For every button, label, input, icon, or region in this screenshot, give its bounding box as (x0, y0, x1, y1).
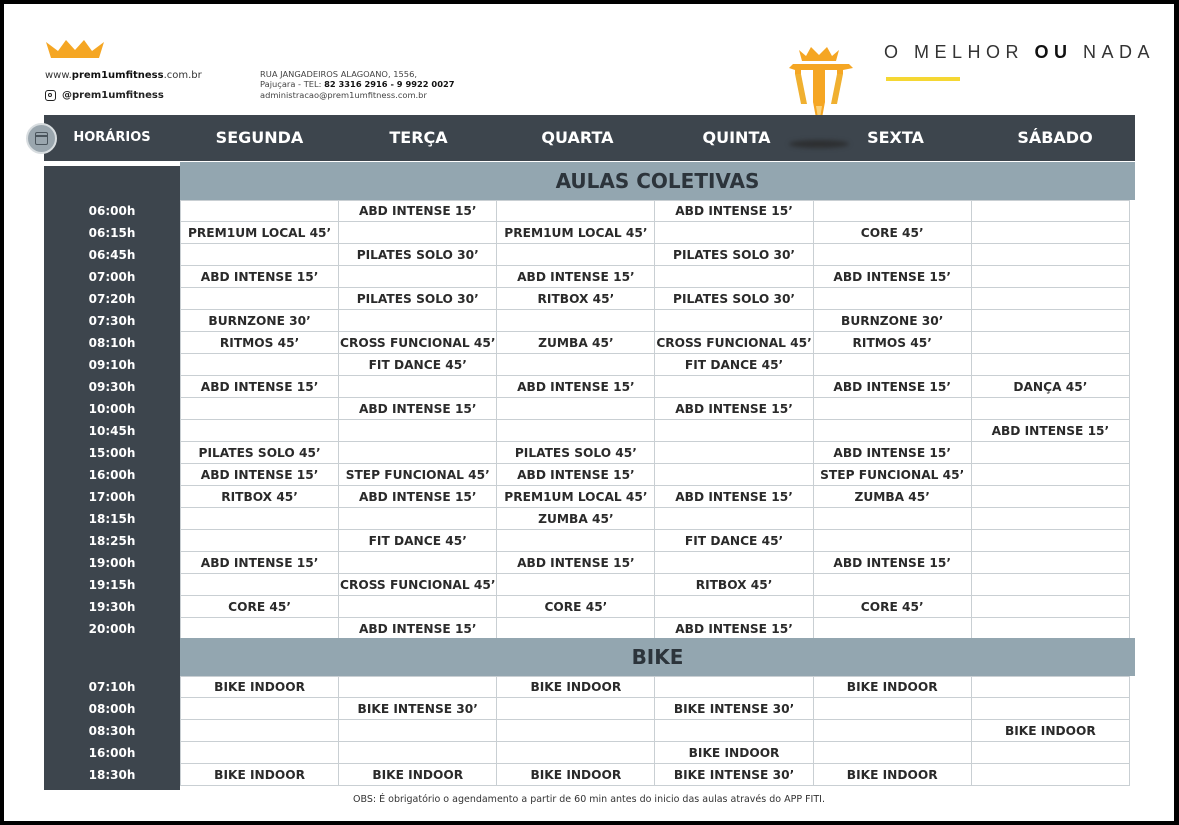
class-cell (971, 574, 1130, 596)
class-cell: PILATES SOLO 30’ (654, 244, 813, 266)
class-cell (180, 574, 339, 596)
crown-logo-icon (44, 38, 106, 60)
class-cell (338, 310, 497, 332)
class-cell (180, 398, 339, 420)
class-cell (654, 442, 813, 464)
class-cell: ABD INTENSE 15’ (496, 376, 655, 398)
class-cell (496, 720, 655, 742)
table-row (180, 266, 1135, 288)
class-cell: BIKE INTENSE 30’ (654, 764, 813, 786)
class-cell: BURNZONE 30’ (813, 310, 972, 332)
class-cell: ABD INTENSE 15’ (338, 398, 497, 420)
class-cell (338, 720, 497, 742)
time-label: 15:00h (88, 446, 136, 460)
table-row (180, 464, 1135, 486)
table-row (180, 222, 1135, 244)
class-cell: BIKE INTENSE 30’ (338, 698, 497, 720)
class-cell (971, 398, 1130, 420)
time-label: 07:00h (88, 270, 136, 284)
class-cell: BIKE INDOOR (496, 764, 655, 786)
class-cell: FIT DANCE 45’ (338, 354, 497, 376)
class-cell (971, 742, 1130, 764)
header-day-sexta: SEXTA (867, 128, 924, 147)
class-cell: FIT DANCE 45’ (338, 530, 497, 552)
header-day-sabado: SÁBADO (1017, 128, 1093, 147)
class-cell: ZUMBA 45’ (496, 332, 655, 354)
class-cell (971, 332, 1130, 354)
class-cell (338, 420, 497, 442)
table-row (180, 720, 1135, 742)
class-cell (813, 698, 972, 720)
class-cell: BIKE INDOOR (180, 764, 339, 786)
class-cell (971, 698, 1130, 720)
time-label: 18:15h (88, 512, 136, 526)
class-cell: ABD INTENSE 15’ (180, 376, 339, 398)
calendar-badge (26, 123, 57, 154)
table-row (180, 676, 1135, 698)
time-label: 07:30h (88, 314, 136, 328)
class-cell (338, 266, 497, 288)
class-cell: ABD INTENSE 15’ (813, 552, 972, 574)
header-day-terca: TERÇA (389, 128, 448, 147)
class-cell (654, 376, 813, 398)
class-cell: CORE 45’ (813, 222, 972, 244)
class-cell (180, 420, 339, 442)
time-label: 18:25h (88, 534, 136, 548)
class-cell: PILATES SOLO 30’ (338, 288, 497, 310)
days-header-bar (44, 115, 1135, 161)
time-label: 09:10h (88, 358, 136, 372)
class-cell: ZUMBA 45’ (496, 508, 655, 530)
class-cell (338, 676, 497, 698)
time-label: 19:00h (88, 556, 136, 570)
class-cell (971, 596, 1130, 618)
table-row (180, 742, 1135, 764)
time-label: 19:30h (88, 600, 136, 614)
class-cell: FIT DANCE 45’ (654, 530, 813, 552)
class-cell: ABD INTENSE 15’ (496, 464, 655, 486)
class-cell (338, 552, 497, 574)
time-label: 06:15h (88, 226, 136, 240)
table-row (180, 574, 1135, 596)
class-cell (971, 310, 1130, 332)
class-cell: PILATES SOLO 30’ (654, 288, 813, 310)
class-cell (180, 200, 339, 222)
class-cell (971, 618, 1130, 640)
table-row (180, 288, 1135, 310)
website-url[interactable]: www.prem1umfitness.com.br (45, 70, 202, 81)
class-cell (496, 530, 655, 552)
time-label: 06:45h (88, 248, 136, 262)
class-cell (180, 618, 339, 640)
class-cell (496, 574, 655, 596)
class-cell (654, 420, 813, 442)
class-cell (813, 508, 972, 530)
class-cell: ABD INTENSE 15’ (180, 552, 339, 574)
class-cell (338, 596, 497, 618)
class-cell: BIKE INDOOR (971, 720, 1130, 742)
class-cell (971, 244, 1130, 266)
table-row (180, 354, 1135, 376)
class-cell: ABD INTENSE 15’ (180, 464, 339, 486)
time-label: 09:30h (88, 380, 136, 394)
time-label: 07:20h (88, 292, 136, 306)
class-cell: CORE 45’ (180, 596, 339, 618)
class-cell: ZUMBA 45’ (813, 486, 972, 508)
class-cell: RITBOX 45’ (654, 574, 813, 596)
calendar-icon (35, 132, 48, 145)
class-cell (813, 200, 972, 222)
class-cell (496, 354, 655, 376)
class-cell: BIKE INDOOR (813, 676, 972, 698)
class-cell: BIKE INDOOR (813, 764, 972, 786)
class-cell (180, 288, 339, 310)
class-cell (496, 310, 655, 332)
class-cell (654, 222, 813, 244)
header-horarios: HORÁRIOS (73, 130, 151, 145)
class-cell: BIKE INDOOR (496, 676, 655, 698)
class-cell (496, 200, 655, 222)
class-cell: PREM1UM LOCAL 45’ (180, 222, 339, 244)
class-cell (654, 310, 813, 332)
class-cell (813, 720, 972, 742)
class-cell (496, 398, 655, 420)
table-row (180, 530, 1135, 552)
class-cell (813, 530, 972, 552)
instagram-icon (45, 90, 56, 101)
table-row (180, 332, 1135, 354)
class-cell (813, 354, 972, 376)
class-cell: CROSS FUNCIONAL 45’ (654, 332, 813, 354)
emblem-shadow (789, 140, 849, 148)
header-day-segunda: SEGUNDA (215, 128, 304, 147)
class-cell: ABD INTENSE 15’ (654, 200, 813, 222)
class-cell (813, 288, 972, 310)
class-cell (654, 720, 813, 742)
class-cell: FIT DANCE 45’ (654, 354, 813, 376)
class-cell: RITMOS 45’ (813, 332, 972, 354)
table-row (180, 552, 1135, 574)
class-cell: ABD INTENSE 15’ (654, 486, 813, 508)
class-cell (180, 508, 339, 530)
class-cell: PILATES SOLO 30’ (338, 244, 497, 266)
class-cell: ABD INTENSE 15’ (496, 552, 655, 574)
class-cell: ABD INTENSE 15’ (813, 266, 972, 288)
table-row (180, 244, 1135, 266)
class-cell (654, 464, 813, 486)
header-day-quarta: QUARTA (541, 128, 614, 147)
contact-address: RUA JANGADEIROS ALAGOANO, 1556, Pajuçara - TEL: 82 3316 2916 - 9 9922 0027 administracao@prem1umfitness.com.br (260, 69, 455, 100)
class-cell (496, 698, 655, 720)
section-title: AULAS COLETIVAS (180, 162, 1135, 200)
class-cell: CROSS FUNCIONAL 45’ (338, 574, 497, 596)
section-title: BIKE (180, 638, 1135, 676)
class-cell: ABD INTENSE 15’ (813, 376, 972, 398)
class-cell (971, 530, 1130, 552)
class-cell: ABD INTENSE 15’ (338, 618, 497, 640)
class-cell (180, 354, 339, 376)
slogan: O MELHOR OU NADA (884, 42, 1156, 62)
class-cell (180, 742, 339, 764)
class-cell: PREM1UM LOCAL 45’ (496, 486, 655, 508)
class-cell: PILATES SOLO 45’ (180, 442, 339, 464)
header-day-quinta: QUINTA (702, 128, 771, 147)
table-row (180, 698, 1135, 720)
class-cell: DANÇA 45’ (971, 376, 1130, 398)
class-cell (654, 552, 813, 574)
class-cell (338, 442, 497, 464)
class-cell (971, 764, 1130, 786)
class-cell: ABD INTENSE 15’ (496, 266, 655, 288)
class-cell (971, 676, 1130, 698)
class-cell: BIKE INDOOR (180, 676, 339, 698)
class-cell (654, 266, 813, 288)
instagram-handle[interactable]: @prem1umfitness (45, 90, 164, 101)
class-cell (338, 222, 497, 244)
table-row (180, 398, 1135, 420)
table-row (180, 508, 1135, 530)
class-cell: STEP FUNCIONAL 45’ (338, 464, 497, 486)
class-cell (971, 552, 1130, 574)
table-row (180, 486, 1135, 508)
class-cell (813, 420, 972, 442)
table-row (180, 200, 1135, 222)
class-cell (971, 442, 1130, 464)
time-label: 20:00h (88, 622, 136, 636)
class-cell: ABD INTENSE 15’ (654, 618, 813, 640)
schedule-sheet (4, 4, 1174, 821)
class-cell (496, 420, 655, 442)
class-cell (971, 200, 1130, 222)
class-cell (338, 508, 497, 530)
class-cell (971, 266, 1130, 288)
class-cell (971, 508, 1130, 530)
table-row (180, 442, 1135, 464)
class-cell (971, 288, 1130, 310)
time-label: 10:45h (88, 424, 136, 438)
class-cell: BIKE INDOOR (338, 764, 497, 786)
time-label: 08:10h (88, 336, 136, 350)
table-row (180, 420, 1135, 442)
table-row (180, 310, 1135, 332)
class-cell (496, 244, 655, 266)
class-cell (813, 398, 972, 420)
class-cell (180, 530, 339, 552)
class-cell: CORE 45’ (813, 596, 972, 618)
time-label: 06:00h (88, 204, 136, 218)
class-cell: BURNZONE 30’ (180, 310, 339, 332)
class-cell (180, 244, 339, 266)
class-cell: ABD INTENSE 15’ (813, 442, 972, 464)
class-cell: RITBOX 45’ (180, 486, 339, 508)
class-cell: ABD INTENSE 15’ (654, 398, 813, 420)
time-label: 17:00h (88, 490, 136, 504)
time-label: 07:10h (88, 680, 136, 694)
class-cell (180, 698, 339, 720)
class-cell: ABD INTENSE 15’ (971, 420, 1130, 442)
class-cell (813, 618, 972, 640)
class-cell (971, 486, 1130, 508)
class-cell: RITBOX 45’ (496, 288, 655, 310)
class-cell: PREM1UM LOCAL 45’ (496, 222, 655, 244)
class-cell (496, 742, 655, 764)
time-label: 10:00h (88, 402, 136, 416)
table-row (180, 596, 1135, 618)
time-label: 16:00h (88, 746, 136, 760)
class-cell (813, 574, 972, 596)
class-cell (338, 376, 497, 398)
class-cell: STEP FUNCIONAL 45’ (813, 464, 972, 486)
class-cell (654, 508, 813, 530)
class-cell: ABD INTENSE 15’ (338, 200, 497, 222)
class-cell: BIKE INTENSE 30’ (654, 698, 813, 720)
time-label: 16:00h (88, 468, 136, 482)
class-cell (813, 244, 972, 266)
class-cell: ABD INTENSE 15’ (338, 486, 497, 508)
table-row (180, 376, 1135, 398)
class-cell: CORE 45’ (496, 596, 655, 618)
class-cell: BIKE INDOOR (654, 742, 813, 764)
time-label: 19:15h (88, 578, 136, 592)
class-cell: ABD INTENSE 15’ (180, 266, 339, 288)
time-label: 08:30h (88, 724, 136, 738)
class-cell (654, 596, 813, 618)
class-cell (654, 676, 813, 698)
table-row (180, 764, 1135, 786)
class-cell (971, 222, 1130, 244)
class-cell: PILATES SOLO 45’ (496, 442, 655, 464)
class-cell: RITMOS 45’ (180, 332, 339, 354)
time-label: 18:30h (88, 768, 136, 782)
class-cell (971, 464, 1130, 486)
footer-note: OBS: É obrigatório o agendamento a partir de 60 min antes do inicio das aulas através do APP FITI. (353, 794, 825, 805)
class-cell: CROSS FUNCIONAL 45’ (338, 332, 497, 354)
time-label: 08:00h (88, 702, 136, 716)
slogan-underline (886, 77, 960, 81)
class-cell (180, 720, 339, 742)
class-cell (971, 354, 1130, 376)
class-cell (813, 742, 972, 764)
class-cell (496, 618, 655, 640)
class-cell (338, 742, 497, 764)
table-row (180, 618, 1135, 640)
